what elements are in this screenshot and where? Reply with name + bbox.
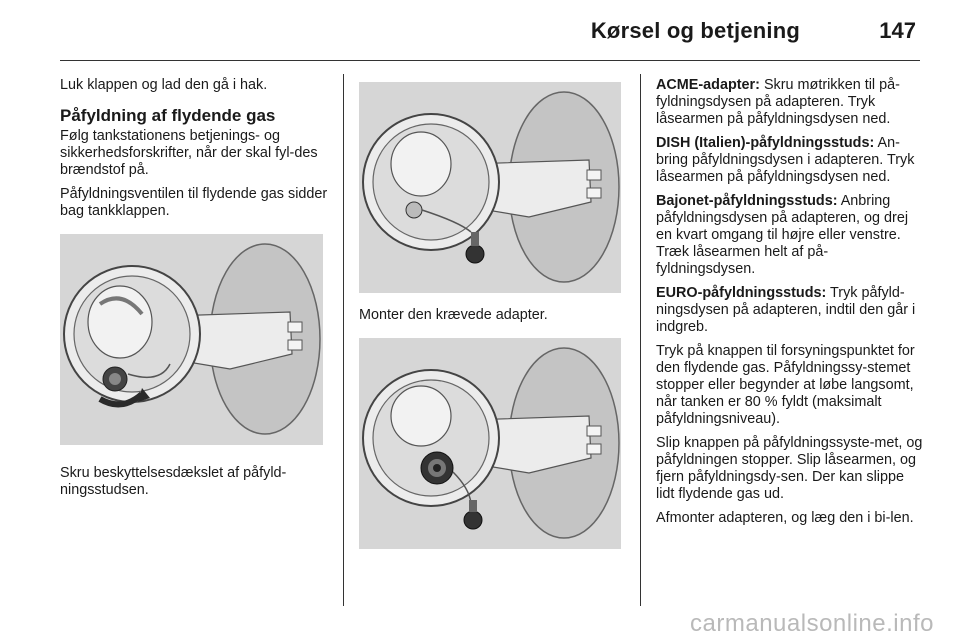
- valve-location-paragraph: Påfyldningsventilen til flydende gas sidder bag tankklappen.: [60, 186, 328, 219]
- column-divider-2: [640, 74, 641, 606]
- column-3: [656, 77, 926, 534]
- page-title: Kørsel og betjening: [590, 18, 800, 43]
- bajonet-paragraph: [656, 193, 926, 278]
- intro-text: Luk klappen og lad den gå i hak.: [60, 77, 268, 93]
- dish-text: An-bring påfyldningsdysen i adapteren. Tryk låsearmen på påfyldningsdysen ned.: [656, 135, 915, 185]
- figure-1-caption: Skru beskyttelsesdækslet af påfyld-ningsstudsen.: [60, 465, 287, 498]
- header-rule: [60, 60, 920, 61]
- dish-term: DISH (Italien)-påfyldningsstuds:: [656, 135, 875, 151]
- watermark: carmanualsonline.info: [690, 610, 934, 637]
- bajonet-term: Bajonet-påfyldningsstuds:: [656, 193, 838, 209]
- euro-term: EURO-påfyldningsstuds:: [656, 285, 827, 301]
- press-button-paragraph: Tryk på knappen til forsyningspunktet for den flydende gas. Påfyldningssy-stemet stopper eller begynder at løbe langsomt, når tanken er 80 % fyldt (maksimalt påfyldningsniveau).: [656, 343, 915, 427]
- bajonet-text: Anbring påfyldningsdysen på adapteren, og drej en kvart omgang til højre eller venstre. Træk låsearmen helt af på-fyldningsdysen.: [656, 193, 909, 277]
- column-2: [359, 77, 625, 549]
- acme-text: Skru møtrikken til på-fyldningsdysen på adapteren. Tryk låsearmen på påfyldningsdysen ned.: [656, 77, 900, 127]
- section-heading: Påfyldning af flydende gas: [60, 106, 276, 125]
- euro-paragraph: [656, 285, 926, 336]
- figure-adapter-mounted: [359, 338, 621, 549]
- column-divider-1: [343, 74, 344, 606]
- figure-2-caption: Monter den krævede adapter.: [359, 307, 548, 323]
- safety-paragraph: Følg tankstationens betjenings- og sikkerhedsforskrifter, når der skal fyl-des brændstof på.: [60, 128, 318, 178]
- dish-paragraph: [656, 135, 926, 186]
- page-number: 147: [879, 18, 916, 43]
- release-button-paragraph: Slip knappen på påfyldningssyste-met, og påfyldningen stopper. Slip låsearmen, og fjern påfyldningsdy-sen. Der kan slippe lidt flydende gas ud.: [656, 435, 923, 502]
- column-1: [60, 77, 328, 506]
- figure-cap-open: [359, 82, 621, 293]
- euro-text: Tryk påfyld-ningsdysen på adapteren, indtil den går i indgreb.: [656, 285, 916, 335]
- remove-adapter-paragraph: Afmonter adapteren, og læg den i bi-len.: [656, 510, 914, 526]
- acme-paragraph: [656, 77, 926, 128]
- acme-term: ACME-adapter:: [656, 77, 760, 93]
- figure-remove-cap: [60, 234, 323, 445]
